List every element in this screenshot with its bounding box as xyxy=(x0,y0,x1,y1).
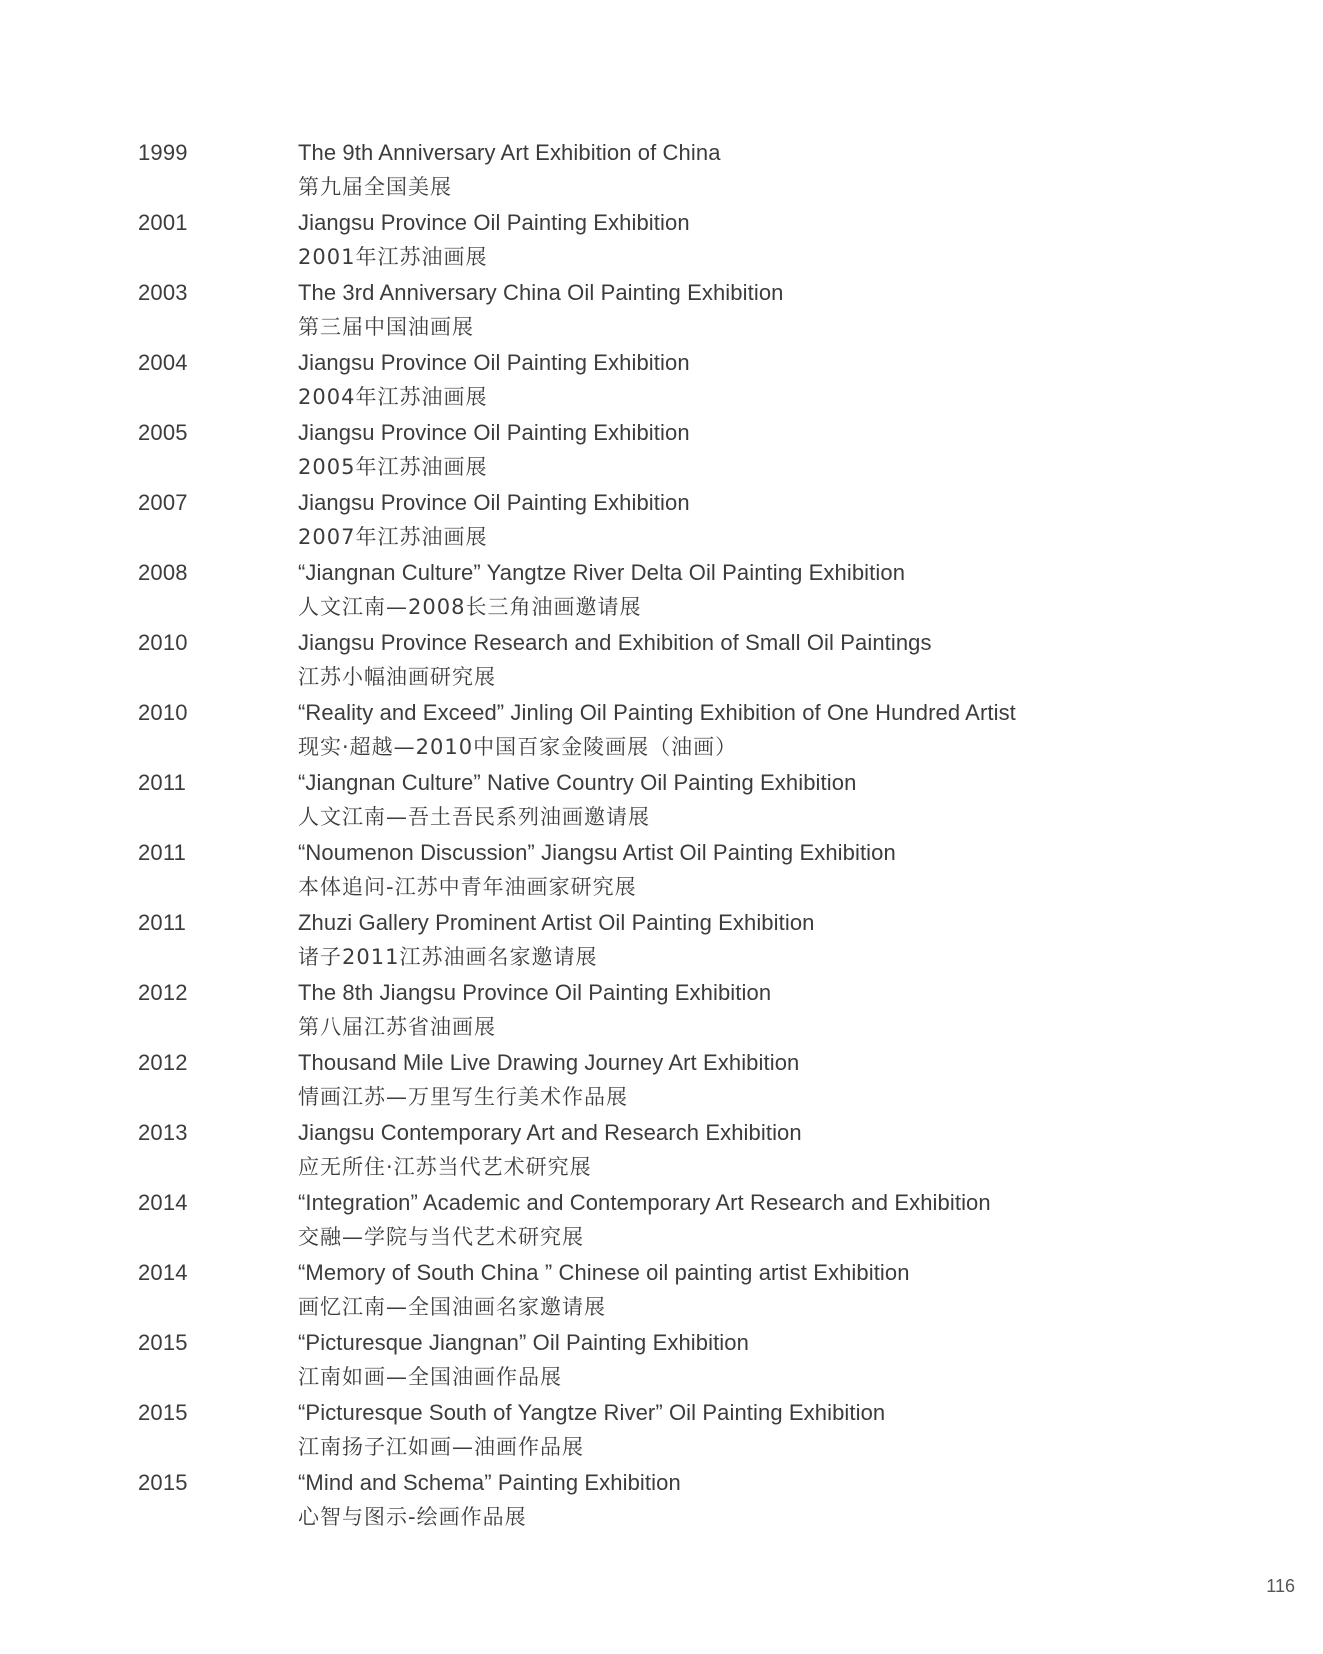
exhibition-title-zh: 第八届江苏省油画展 xyxy=(298,1015,496,1039)
exhibition-entry xyxy=(138,1256,1238,1326)
exhibition-title-en: The 8th Jiangsu Province Oil Painting Exhibition xyxy=(298,980,772,1005)
exhibition-titles xyxy=(298,1116,1238,1186)
exhibition-year: 1999 xyxy=(138,140,188,165)
exhibition-year: 2001 xyxy=(138,210,188,235)
exhibition-entry xyxy=(138,1186,1238,1256)
exhibition-title-zh: 2005年江苏油画展 xyxy=(298,455,488,479)
exhibition-title-en: The 3rd Anniversary China Oil Painting Exhibition xyxy=(298,280,784,305)
exhibition-year: 2015 xyxy=(138,1330,188,1355)
exhibition-title-en: “Noumenon Discussion” Jiangsu Artist Oil Painting Exhibition xyxy=(298,840,896,865)
exhibition-title-zh: 心智与图示-绘画作品展 xyxy=(298,1505,527,1529)
exhibition-title-zh: 2001年江苏油画展 xyxy=(298,245,488,269)
exhibition-title-zh: 交融—学院与当代艺术研究展 xyxy=(298,1225,584,1249)
exhibition-year: 2011 xyxy=(138,840,187,865)
exhibition-year: 2010 xyxy=(138,630,188,655)
exhibition-titles xyxy=(298,416,1238,486)
exhibition-entry xyxy=(138,206,1238,276)
exhibition-titles xyxy=(298,836,1238,906)
exhibition-titles xyxy=(298,1396,1238,1466)
exhibition-title-en: “Jiangnan Culture” Native Country Oil Painting Exhibition xyxy=(298,770,857,795)
exhibition-title-zh: 江南如画—全国油画作品展 xyxy=(298,1365,562,1389)
exhibition-year: 2011 xyxy=(138,770,187,795)
exhibition-year: 2013 xyxy=(138,1120,188,1145)
exhibition-title-zh: 应无所住·江苏当代艺术研究展 xyxy=(298,1155,592,1179)
exhibition-titles xyxy=(298,766,1238,836)
exhibition-entry xyxy=(138,1396,1238,1466)
exhibition-title-zh: 第三届中国油画展 xyxy=(298,315,474,339)
exhibition-title-en: “Picturesque Jiangnan” Oil Painting Exhibition xyxy=(298,1330,749,1355)
exhibition-title-zh: 人文江南—2008长三角油画邀请展 xyxy=(298,595,642,619)
exhibition-entry xyxy=(138,836,1238,906)
exhibition-year: 2011 xyxy=(138,910,187,935)
exhibition-entry xyxy=(138,1466,1238,1536)
exhibition-entry xyxy=(138,276,1238,346)
exhibition-entry xyxy=(138,766,1238,836)
exhibition-entry xyxy=(138,346,1238,416)
exhibition-year: 2014 xyxy=(138,1260,188,1285)
exhibition-titles xyxy=(298,276,1238,346)
exhibition-title-en: Jiangsu Province Oil Painting Exhibition xyxy=(298,490,690,515)
exhibition-title-zh: 人文江南—吾土吾民系列油画邀请展 xyxy=(298,805,650,829)
exhibition-title-en: “Reality and Exceed” Jinling Oil Painting Exhibition of One Hundred Artist xyxy=(298,700,1016,725)
exhibition-year: 2012 xyxy=(138,1050,188,1075)
exhibition-entry xyxy=(138,696,1238,766)
exhibition-titles xyxy=(298,206,1238,276)
exhibition-year: 2003 xyxy=(138,280,188,305)
exhibition-titles xyxy=(298,976,1238,1046)
exhibition-title-en: Zhuzi Gallery Prominent Artist Oil Painting Exhibition xyxy=(298,910,815,935)
exhibition-entry xyxy=(138,1046,1238,1116)
exhibition-title-en: “Integration” Academic and Contemporary Art Research and Exhibition xyxy=(298,1190,991,1215)
exhibition-entry xyxy=(138,556,1238,626)
exhibition-title-en: “Memory of South China ” Chinese oil painting artist Exhibition xyxy=(298,1260,910,1285)
exhibition-title-en: Jiangsu Province Oil Painting Exhibition xyxy=(298,210,690,235)
exhibition-titles xyxy=(298,136,1238,206)
exhibition-titles xyxy=(298,1186,1238,1256)
exhibition-title-en: Jiangsu Province Research and Exhibition of Small Oil Paintings xyxy=(298,630,932,655)
exhibition-titles xyxy=(298,906,1238,976)
exhibition-title-zh: 本体追问-江苏中青年油画家研究展 xyxy=(298,875,637,899)
exhibition-titles xyxy=(298,346,1238,416)
exhibition-titles xyxy=(298,486,1238,556)
exhibition-entry xyxy=(138,136,1238,206)
exhibition-titles xyxy=(298,1466,1238,1536)
exhibition-list xyxy=(138,136,1238,1536)
exhibition-entry xyxy=(138,416,1238,486)
exhibition-titles xyxy=(298,1326,1238,1396)
exhibition-title-zh: 江南扬子江如画—油画作品展 xyxy=(298,1435,584,1459)
exhibition-title-zh: 诸子2011江苏油画名家邀请展 xyxy=(298,945,598,969)
exhibition-title-zh: 2007年江苏油画展 xyxy=(298,525,488,549)
exhibition-title-zh: 第九届全国美展 xyxy=(298,175,452,199)
exhibition-title-zh: 江苏小幅油画研究展 xyxy=(298,665,496,689)
exhibition-year: 2008 xyxy=(138,560,188,585)
exhibition-title-en: Jiangsu Province Oil Painting Exhibition xyxy=(298,420,690,445)
exhibition-title-en: Jiangsu Province Oil Painting Exhibition xyxy=(298,350,690,375)
exhibition-title-en: The 9th Anniversary Art Exhibition of China xyxy=(298,140,721,165)
exhibition-title-en: “Mind and Schema” Painting Exhibition xyxy=(298,1470,681,1495)
exhibition-year: 2010 xyxy=(138,700,188,725)
exhibition-titles xyxy=(298,1046,1238,1116)
exhibition-entry xyxy=(138,906,1238,976)
exhibition-year: 2014 xyxy=(138,1190,188,1215)
exhibition-title-zh: 现实·超越—2010中国百家金陵画展（油画） xyxy=(298,735,738,759)
exhibition-titles xyxy=(298,696,1238,766)
exhibition-titles xyxy=(298,556,1238,626)
exhibition-entry xyxy=(138,626,1238,696)
exhibition-title-zh: 情画江苏—万里写生行美术作品展 xyxy=(298,1085,628,1109)
exhibition-entry xyxy=(138,1326,1238,1396)
exhibition-titles xyxy=(298,1256,1238,1326)
exhibition-entry xyxy=(138,486,1238,556)
exhibition-year: 2005 xyxy=(138,420,188,445)
page-number: 116 xyxy=(1266,1576,1295,1596)
exhibition-year: 2012 xyxy=(138,980,188,1005)
exhibition-entry xyxy=(138,976,1238,1046)
exhibition-year: 2015 xyxy=(138,1470,188,1495)
exhibition-title-zh: 2004年江苏油画展 xyxy=(298,385,488,409)
exhibition-title-en: Thousand Mile Live Drawing Journey Art Exhibition xyxy=(298,1050,800,1075)
exhibition-year: 2004 xyxy=(138,350,188,375)
exhibition-title-en: “Picturesque South of Yangtze River” Oil Painting Exhibition xyxy=(298,1400,886,1425)
exhibition-entry xyxy=(138,1116,1238,1186)
exhibition-title-en: Jiangsu Contemporary Art and Research Exhibition xyxy=(298,1120,802,1145)
exhibition-title-zh: 画忆江南—全国油画名家邀请展 xyxy=(298,1295,606,1319)
exhibition-title-en: “Jiangnan Culture” Yangtze River Delta Oil Painting Exhibition xyxy=(298,560,906,585)
exhibition-year: 2015 xyxy=(138,1400,188,1425)
exhibition-year: 2007 xyxy=(138,490,188,515)
exhibition-titles xyxy=(298,626,1238,696)
